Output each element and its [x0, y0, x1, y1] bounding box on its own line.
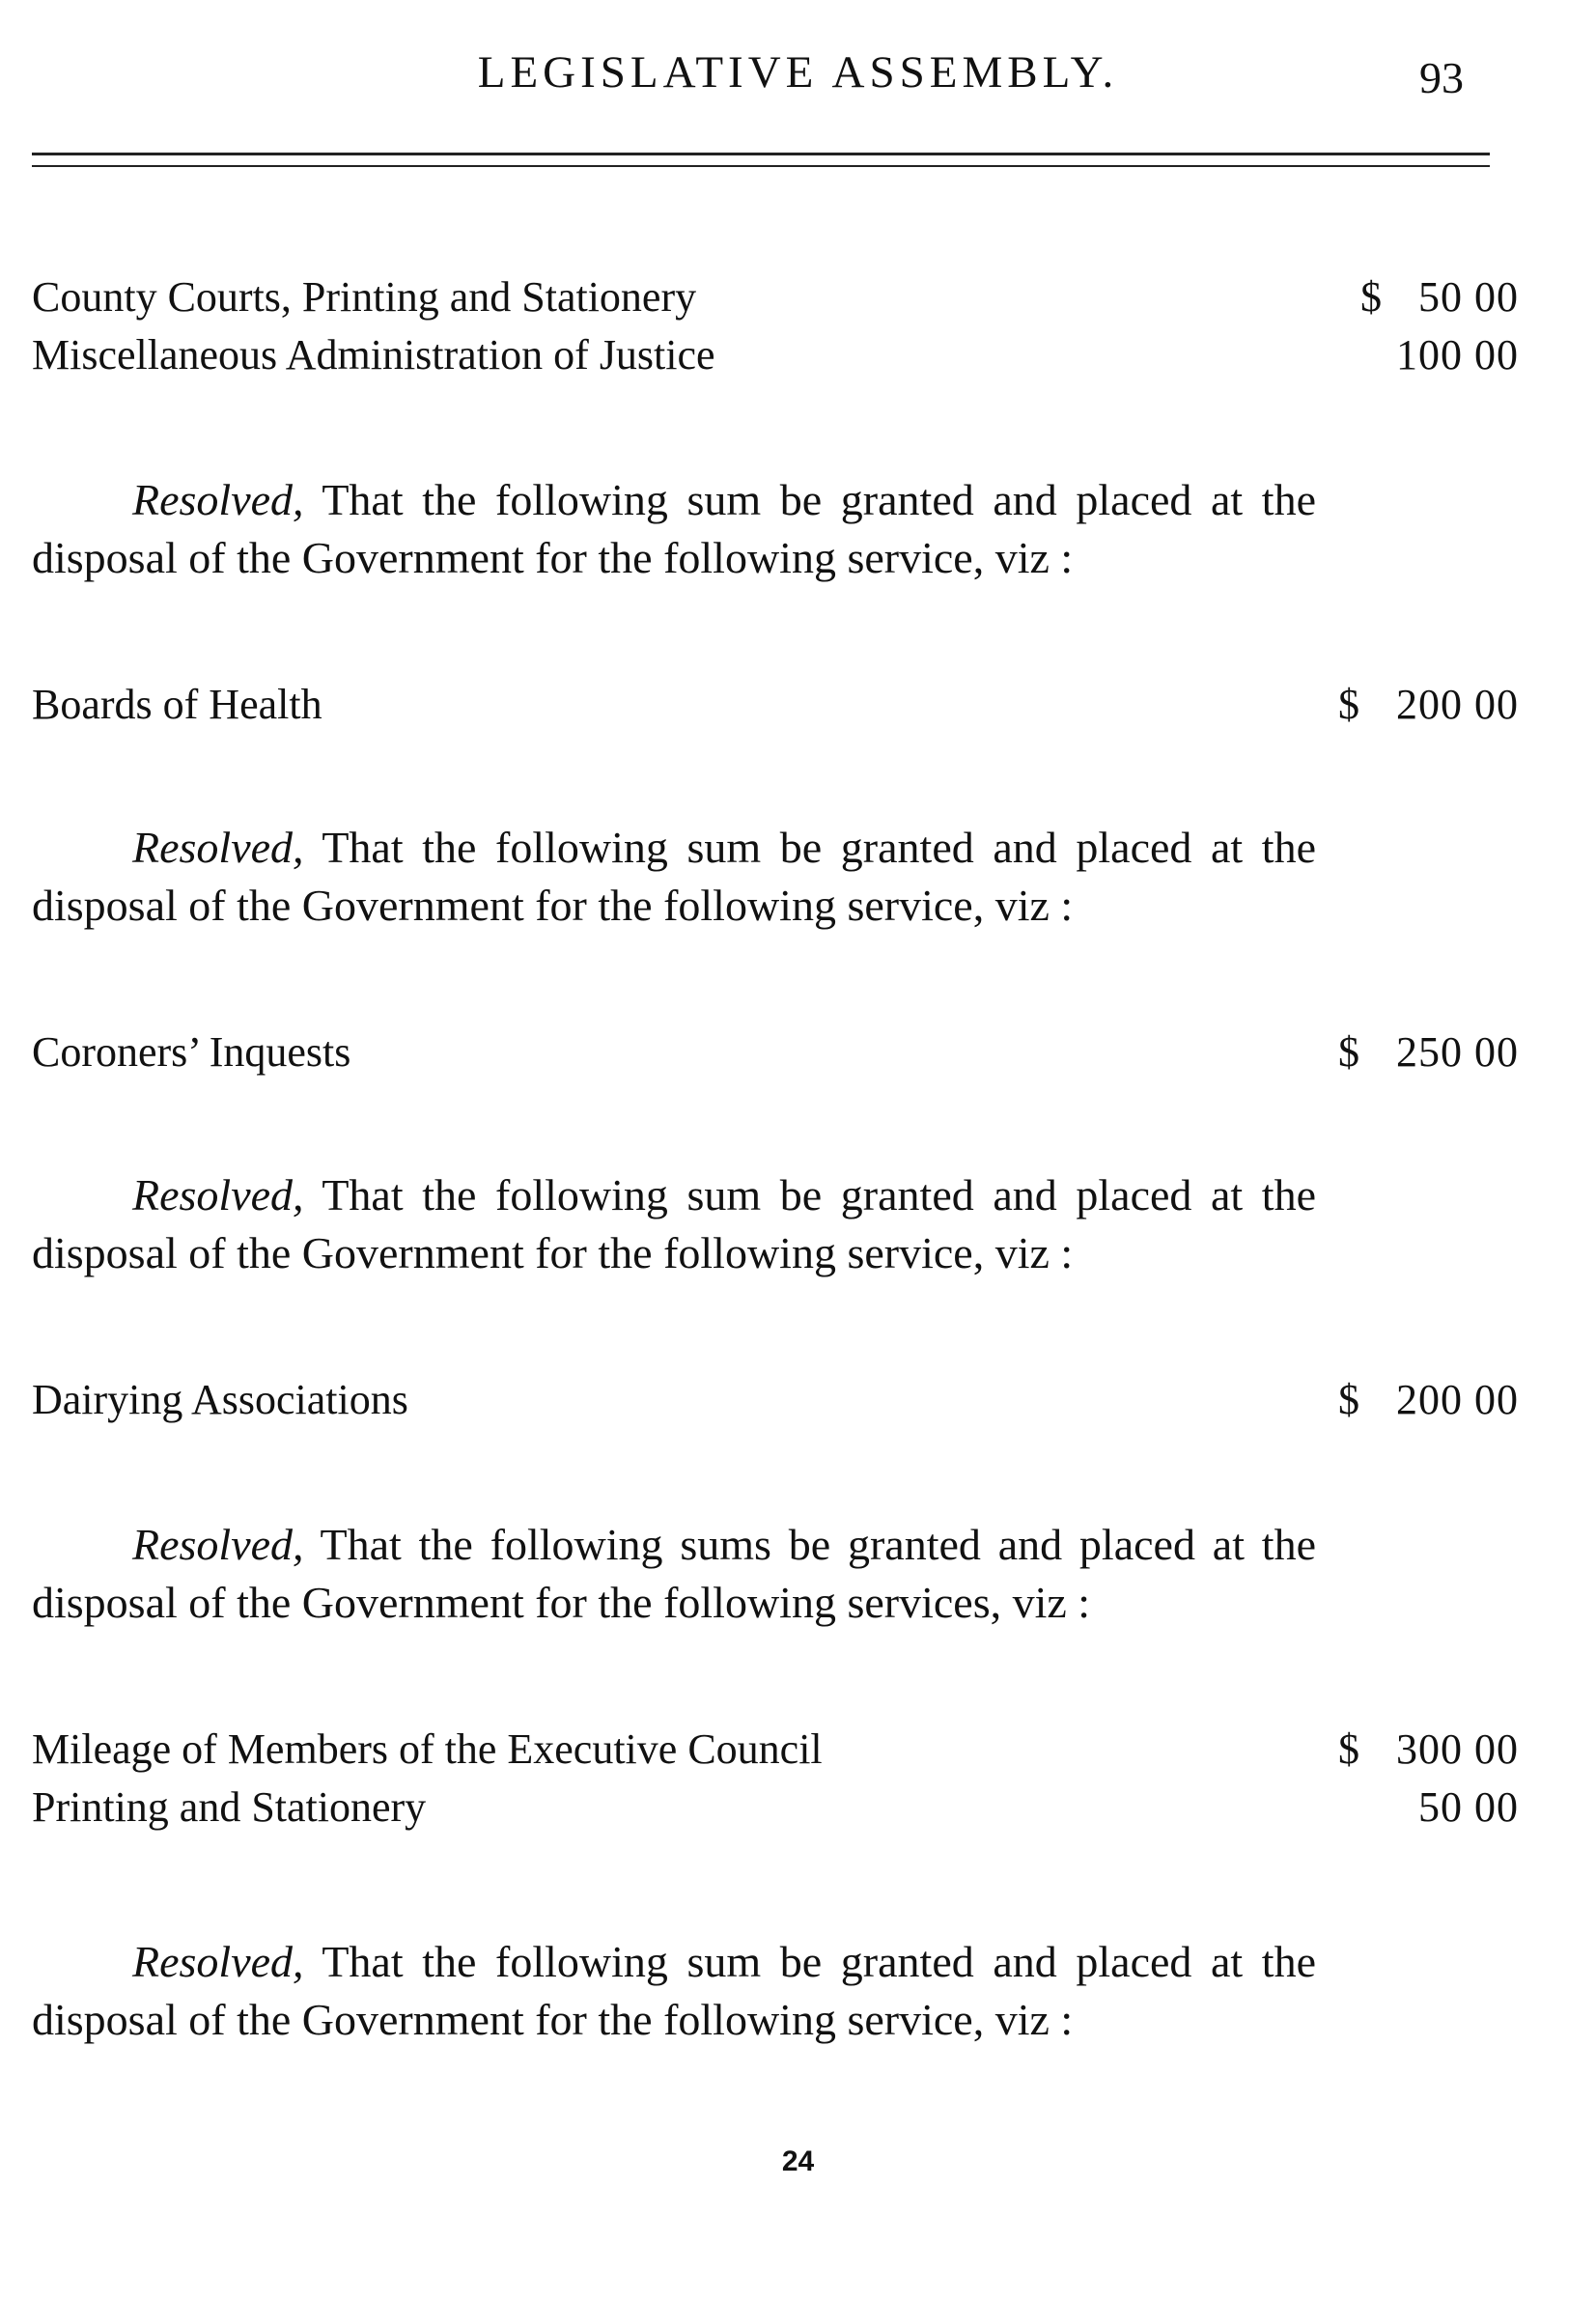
item-amount	[1360, 268, 1519, 326]
resolution-text: That the following sum be granted and placed at the disposal of the Government for the following service, viz :	[32, 1170, 1317, 1277]
page-number: 93	[1419, 53, 1464, 102]
appropriation-items	[32, 676, 1519, 734]
amount-value: 200 00	[1396, 1376, 1519, 1423]
running-head	[0, 46, 1596, 104]
resolved-word: Resolved,	[132, 1520, 304, 1569]
dollar-sign: $	[1338, 1725, 1360, 1773]
amount-value: 50 00	[1418, 1783, 1519, 1831]
dollar-sign: $	[1338, 1376, 1360, 1423]
line-item	[32, 1371, 1519, 1429]
resolution-text: That the following sums be granted and placed at the disposal of the Government for the following services, viz :	[32, 1520, 1316, 1627]
line-item	[32, 326, 1519, 384]
resolution-section	[32, 1166, 1519, 1282]
item-label: County Courts, Printing and Stationery	[32, 273, 697, 321]
resolution-text: That the following sum be granted and placed at the disposal of the Government for the following service, viz :	[32, 475, 1317, 582]
resolution-section	[32, 1516, 1519, 1632]
dollar-sign: $	[1360, 273, 1383, 321]
item-label: Mileage of Members of the Executive Council	[32, 1725, 823, 1773]
opening-items	[32, 268, 1519, 384]
resolution-text: That the following sum be granted and placed at the disposal of the Government for the following service, viz :	[32, 823, 1317, 930]
header-rule-top	[32, 153, 1490, 155]
resolution-paragraph	[32, 819, 1316, 935]
resolved-word: Resolved,	[132, 1937, 304, 1986]
resolution-section	[32, 1933, 1519, 2049]
amount-value: 300 00	[1396, 1725, 1519, 1773]
resolved-word: Resolved,	[132, 823, 304, 872]
dollar-sign: $	[1338, 681, 1360, 728]
item-amount	[1338, 326, 1519, 384]
appropriation-items	[32, 1721, 1519, 1836]
item-label: Miscellaneous Administration of Justice	[32, 331, 715, 378]
resolution-paragraph	[32, 471, 1316, 587]
item-label: Boards of Health	[32, 681, 322, 728]
line-item	[32, 1023, 1519, 1081]
item-amount	[1338, 676, 1519, 734]
header-rule-bottom	[32, 165, 1490, 167]
line-item	[32, 1779, 1519, 1836]
item-amount	[1338, 1721, 1519, 1779]
resolution-section	[32, 819, 1519, 935]
resolution-paragraph	[32, 1933, 1316, 2049]
line-item	[32, 268, 1519, 326]
item-label: Printing and Stationery	[32, 1783, 427, 1831]
resolved-word: Resolved,	[132, 1170, 304, 1220]
resolution-text: That the following sum be granted and placed at the disposal of the Government for the following service, viz :	[32, 1937, 1317, 2044]
amount-value: 200 00	[1396, 681, 1519, 728]
resolution-paragraph	[32, 1166, 1316, 1282]
resolution-section	[32, 471, 1519, 587]
item-label: Coroners’ Inquests	[32, 1028, 351, 1076]
resolved-word: Resolved,	[132, 475, 304, 524]
amount-value: 50 00	[1418, 273, 1519, 321]
item-amount	[1338, 1023, 1519, 1081]
resolution-paragraph	[32, 1516, 1316, 1632]
amount-value: 100 00	[1396, 331, 1519, 378]
line-item	[32, 1721, 1519, 1779]
item-amount	[1338, 1371, 1519, 1429]
signature-mark: 24	[781, 2145, 815, 2177]
running-title: LEGISLATIVE ASSEMBLY.	[477, 47, 1119, 98]
dollar-sign: $	[1338, 1028, 1360, 1076]
item-amount	[1360, 1779, 1519, 1836]
appropriation-items	[32, 1371, 1519, 1429]
item-label: Dairying Associations	[32, 1376, 408, 1423]
line-item	[32, 676, 1519, 734]
appropriation-items	[32, 1023, 1519, 1081]
amount-value: 250 00	[1396, 1028, 1519, 1076]
